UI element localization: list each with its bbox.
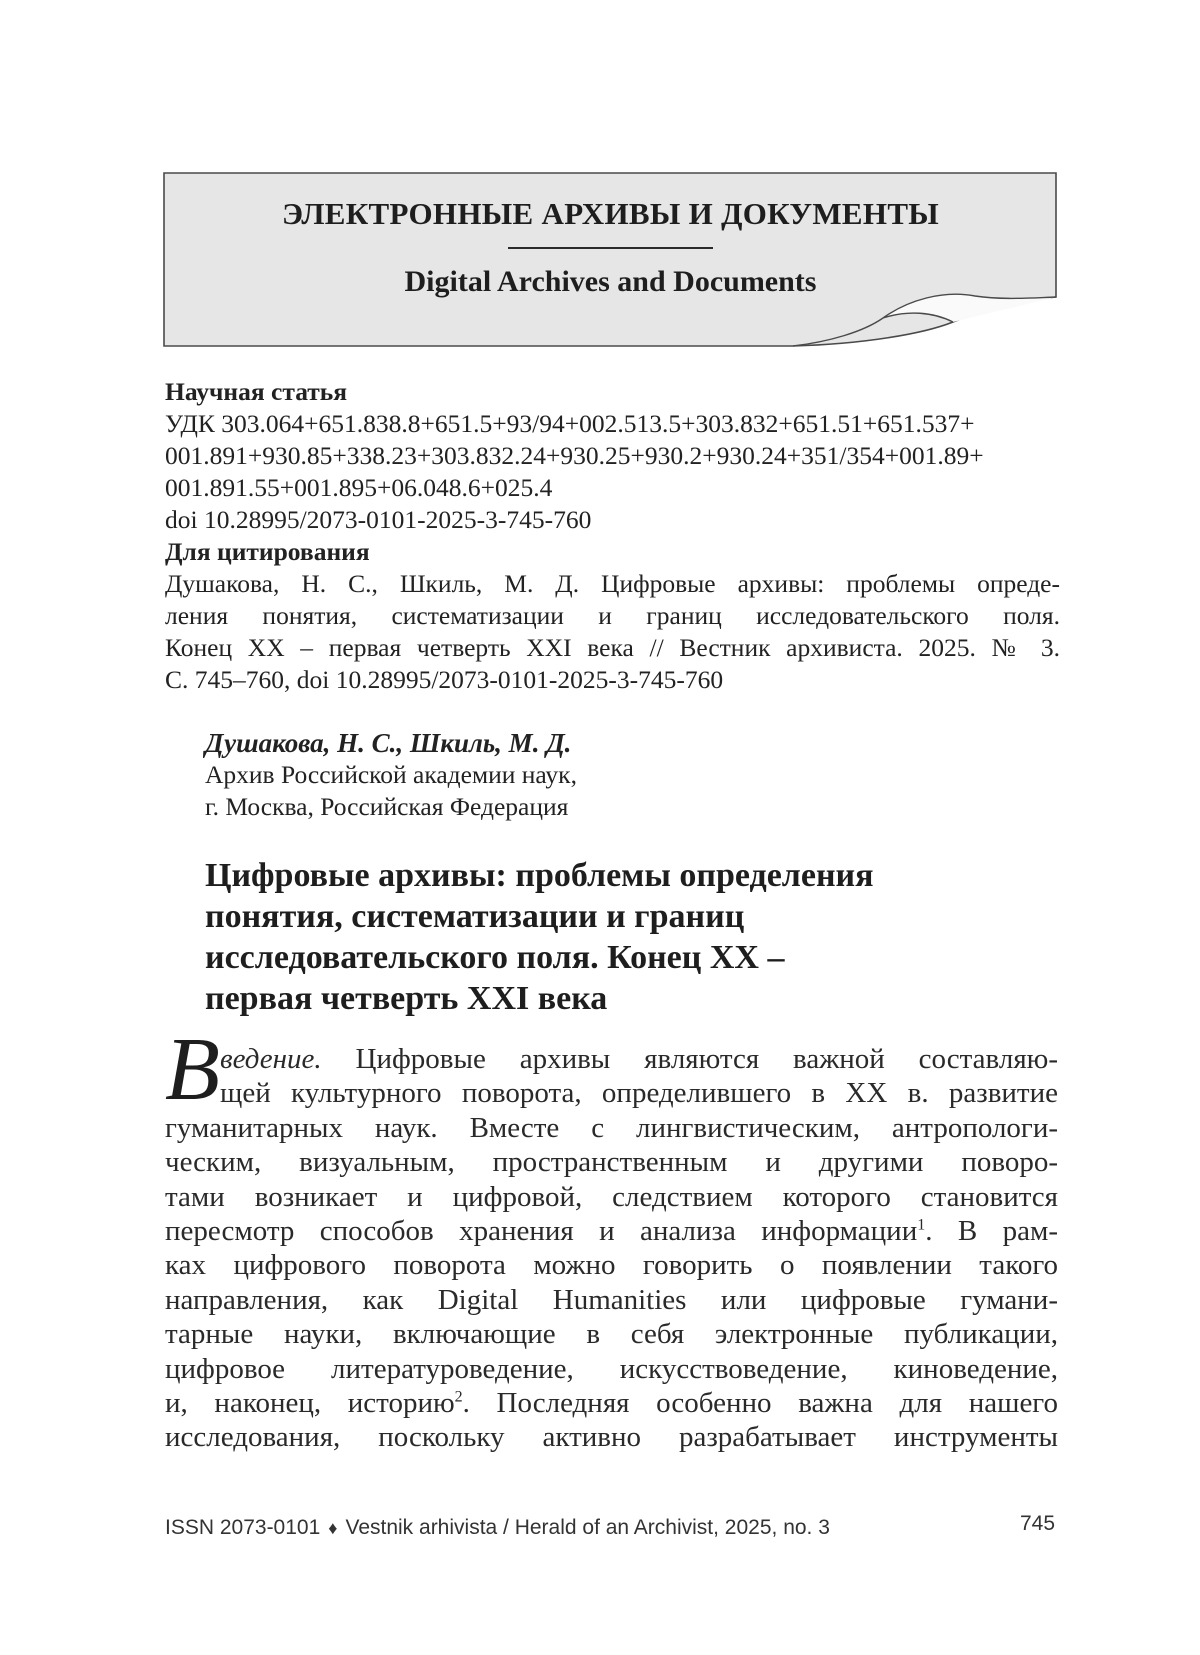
body-line: цифровое литературоведение, искусствоведение, киноведение,: [165, 1352, 1058, 1385]
article-metadata: [165, 376, 1060, 696]
doi: doi 10.28995/2073-0101-2025-3-745-760: [165, 505, 592, 534]
section-title-en: Digital Archives and Documents: [404, 265, 817, 298]
journal-name: Vestnik arhivista / Herald of an Archivist, 2025, no. 3: [345, 1516, 830, 1539]
citation-label: Для цитирования: [165, 537, 370, 566]
footnote-ref[interactable]: 2: [454, 1388, 463, 1406]
citation-line: Конец XX – первая четверть XXI века // Вестник архивиста. 2025. № 3.: [165, 633, 1060, 662]
drop-cap: В: [165, 1020, 220, 1119]
affiliation-location: г. Москва, Российская Федерация: [205, 792, 569, 821]
body-line: ках цифрового поворота можно говорить о появлении такого: [165, 1249, 1058, 1282]
body-line: ведение. Цифровые архивы являются важной составляю-: [220, 1043, 1058, 1075]
body-line: тами возникает и цифровой, следствием которого становится: [165, 1180, 1058, 1213]
citation-line: ления понятия, систематизации и границ исследовательского поля.: [165, 601, 1060, 630]
title-line: Цифровые архивы: проблемы определения: [205, 857, 874, 894]
body-line: тарные науки, включающие в себя электронные публикации,: [165, 1318, 1058, 1351]
author-names: Душакова, Н. С., Шкиль, М. Д.: [205, 728, 572, 758]
diamond-icon: ♦: [328, 1518, 338, 1538]
body-line: исследования, поскольку активно разрабатывает инструменты: [165, 1421, 1058, 1454]
title-line: первая четверть XXI века: [205, 980, 608, 1017]
udk-line: 001.891+930.85+338.23+303.832.24+930.25+930.2+930.24+351/354+001.89+: [165, 441, 984, 470]
body-line: ческим, визуальным, пространственным и другими поворо-: [165, 1146, 1058, 1179]
footnote-ref[interactable]: 1: [917, 1216, 926, 1234]
body-line: щей культурного поворота, определившего в XX в. развитие: [220, 1077, 1058, 1110]
body-text: [165, 1042, 1058, 1455]
section-title-ru: ЭЛЕКТРОННЫЕ АРХИВЫ И ДОКУМЕНТЫ: [281, 196, 940, 231]
body-line: и, наконец, историю$^2$. Последняя особенно важна для нашего: [165, 1386, 1058, 1419]
intro-heading: ведение.: [220, 1043, 322, 1075]
author-block: [205, 727, 577, 823]
section-banner: [163, 172, 1058, 348]
banner-divider: [508, 247, 713, 249]
page-number: 745: [1020, 1512, 1056, 1535]
article-title: [205, 855, 1005, 1019]
title-line: понятия, систематизации и границ: [205, 898, 745, 935]
body-line: гуманитарных наук. Вместе с лингвистическим, антропологи-: [165, 1111, 1058, 1144]
udk-line: УДК 303.064+651.838.8+651.5+93/94+002.513.5+303.832+651.51+651.537+: [165, 409, 975, 438]
body-line: направления, как Digital Humanities или цифровые гумани-: [165, 1283, 1058, 1316]
affiliation: Архив Российской академии наук,: [205, 760, 577, 789]
article-type: Научная статья: [165, 377, 348, 406]
body-line: пересмотр способов хранения и анализа информации$^1$. В рам-: [165, 1214, 1058, 1247]
citation-line: Душакова, Н. С., Шкиль, М. Д. Цифровые архивы: проблемы опреде-: [165, 569, 1060, 598]
udk-line: 001.891.55+001.895+06.048.6+025.4: [165, 473, 553, 502]
page-footer: [165, 1516, 830, 1540]
citation-line: С. 745–760, doi 10.28995/2073-0101-2025-3-745-760: [165, 665, 724, 694]
title-line: исследовательского поля. Конец XX –: [205, 939, 785, 976]
issn: ISSN 2073-0101: [165, 1516, 321, 1539]
